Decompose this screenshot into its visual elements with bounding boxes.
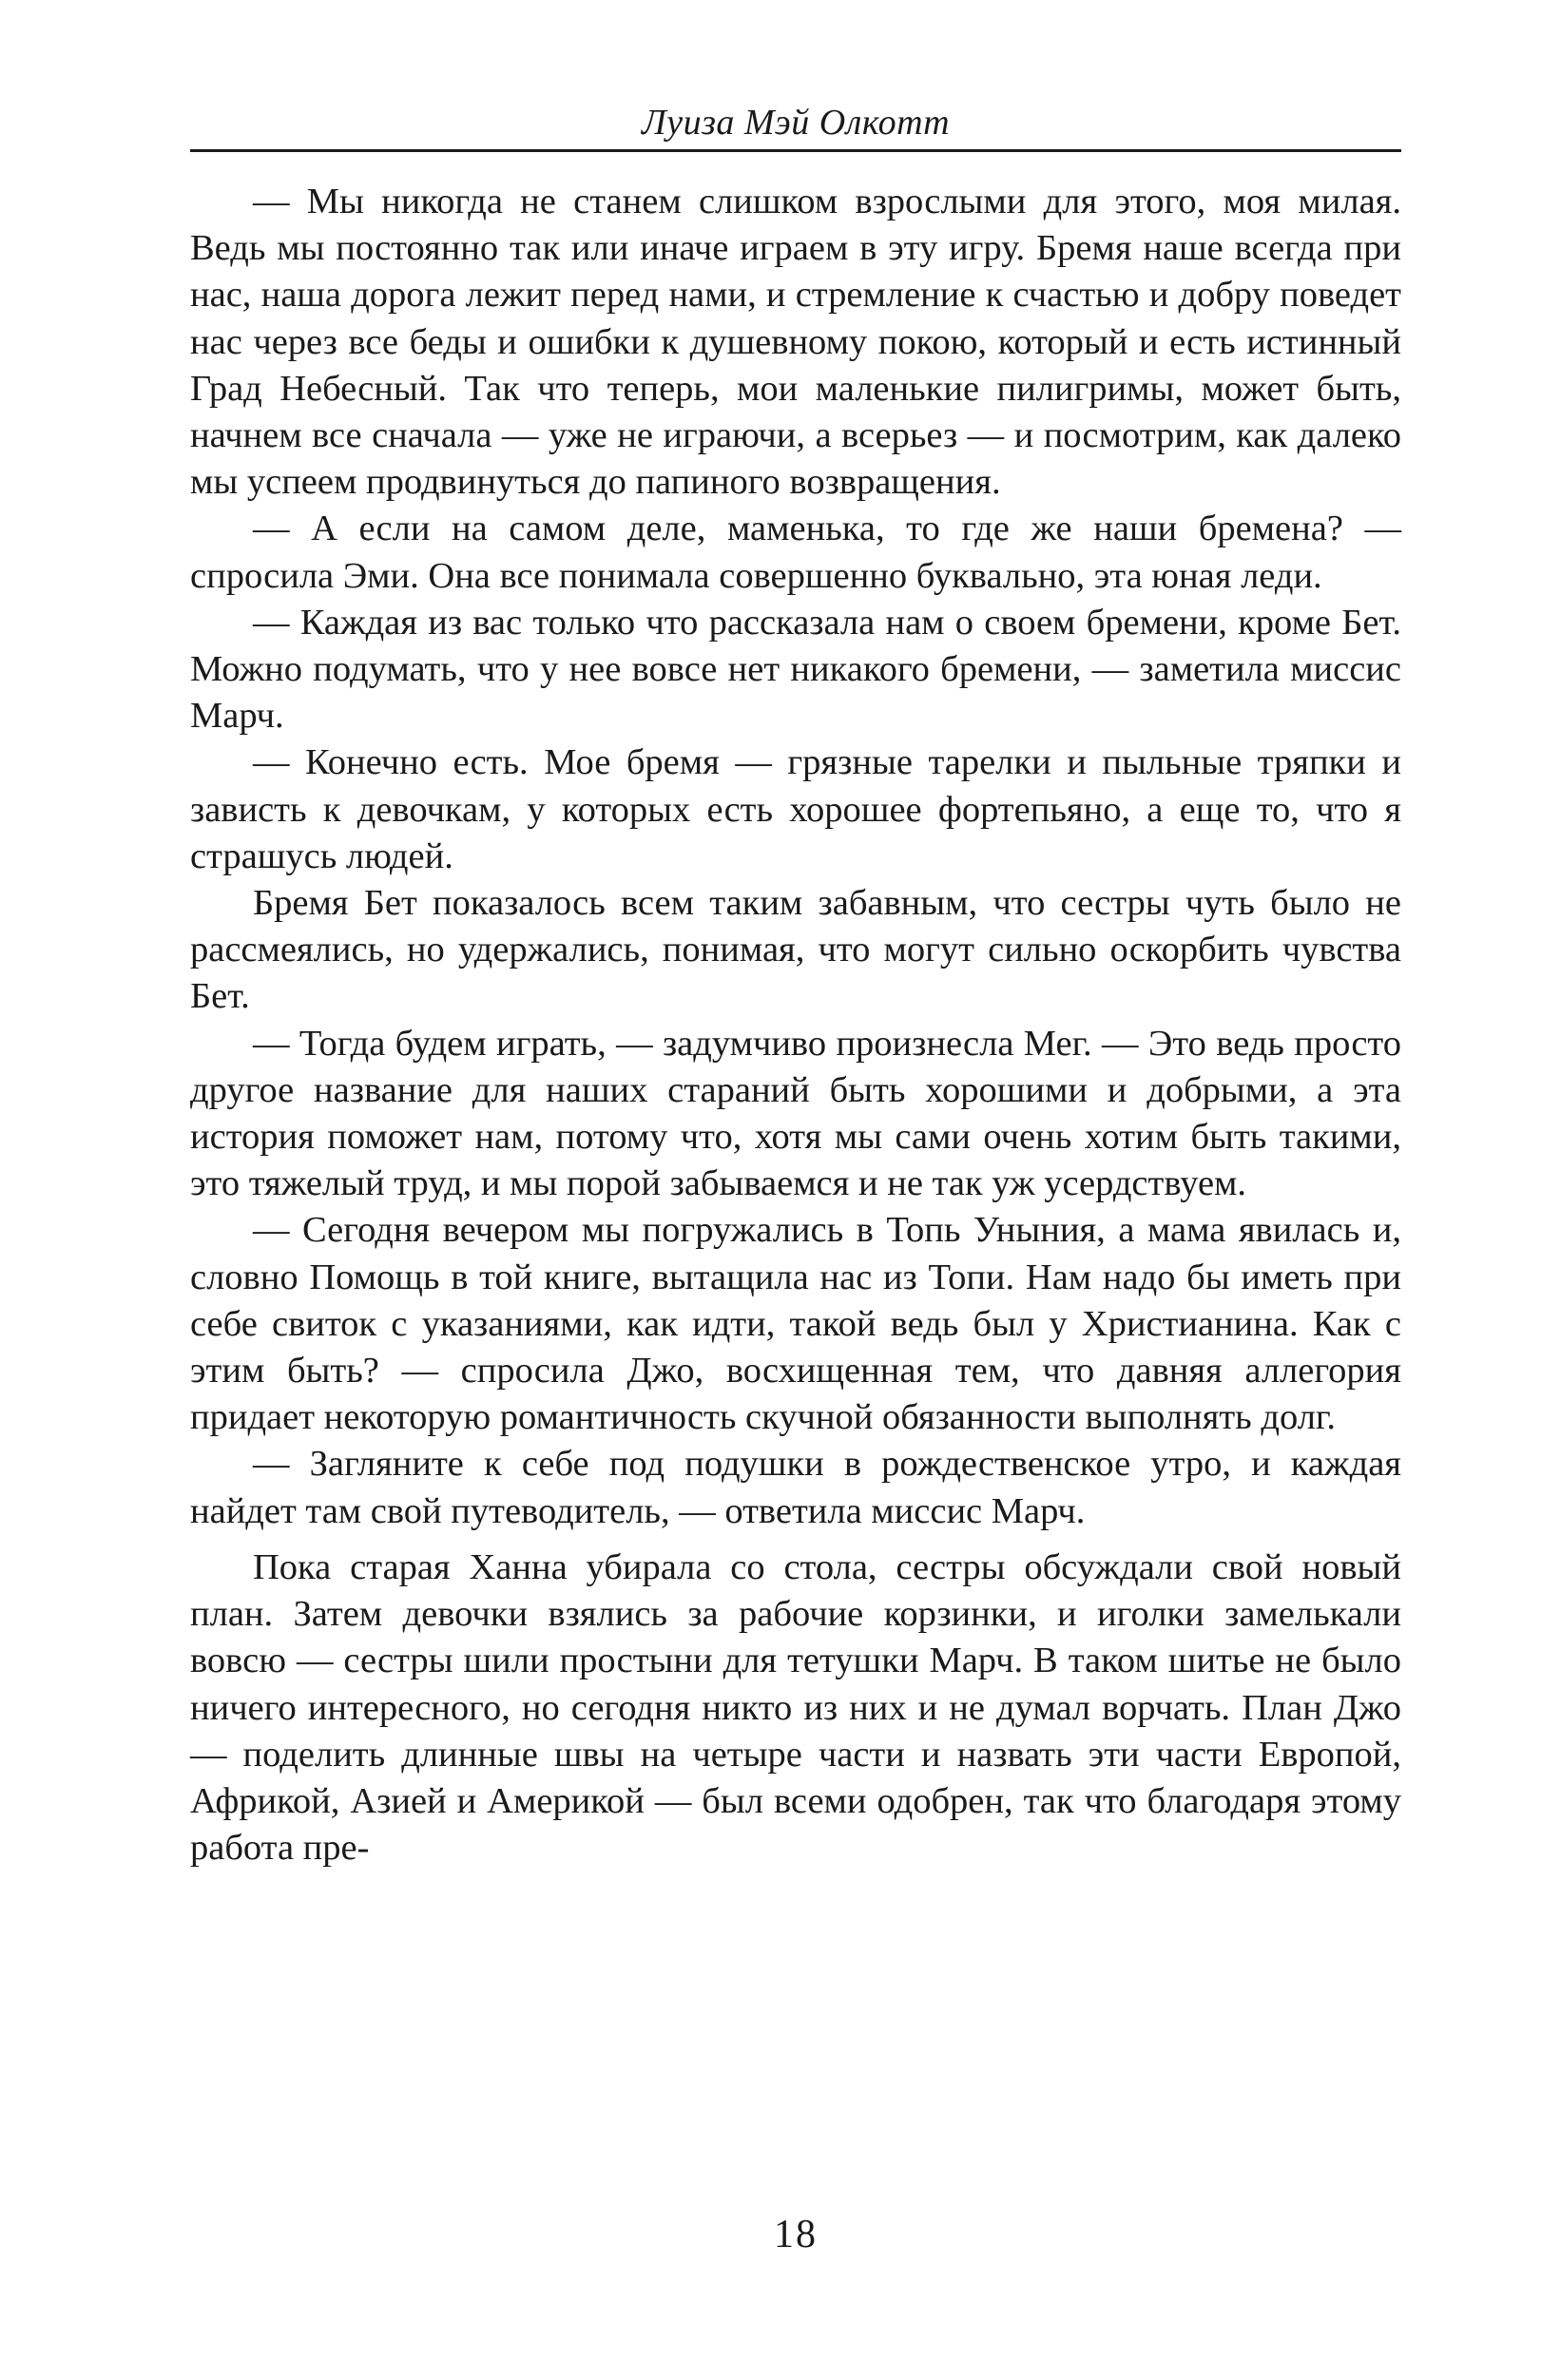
running-head-author: Луиза Мэй Олкотт bbox=[641, 103, 951, 143]
paragraph: — Мы никогда не станем слишком взрослыми для этого, моя милая. Ведь мы постоянно так или иначе играем в эту игру. Бремя наше всегда при нас, наша дорога лежит перед нами, и стремление к счастью и добру поведет нас через все беды и ошибки к душевному покою, который и есть истинный Град Небесный. Так что теперь, мои маленькие пилигримы, может быть, начнем все сначала — уже не играючи, а всерьез — и посмотрим, как далеко мы успеем продвинуться до папиного возвращения. bbox=[190, 182, 1401, 503]
body-text bbox=[190, 179, 1401, 1871]
book-page bbox=[190, 100, 1401, 2286]
paragraph: — Конечно есть. Мое бремя — грязные тарелки и пыльные тряпки и зависть к девочкам, у которых есть хорошее фортепьяно, а еще то, что я страшусь людей. bbox=[190, 742, 1401, 876]
paragraph: — Каждая из вас только что рассказала нам о своем бремени, кроме Бет. Можно подумать, что у нее вовсе нет никакого бремени, — заметила миссис Марч. bbox=[190, 602, 1401, 737]
paragraph: Бремя Бет показалось всем таким забавным, что сестры чуть было не рассмеялись, но удержались, понимая, что могут сильно оскорбить чувства Бет. bbox=[190, 883, 1401, 1017]
paragraph: — Загляните к себе под подушки в рождественское утро, и каждая найдет там свой путеводитель, — ответила миссис Марч. bbox=[190, 1444, 1401, 1531]
page-number: 18 bbox=[774, 2213, 818, 2256]
paragraph: — А если на самом деле, маменька, то где же наши бремена? — спросила Эми. Она все понимала совершенно буквально, эта юная леди. bbox=[190, 509, 1401, 596]
paragraph: — Сегодня вечером мы погружались в Топь Уныния, а мама явилась и, словно Помощь в той книге, вытащила нас из Топи. Нам надо бы иметь при себе свиток с указаниями, как идти, такой ведь был у Христианина. Как с этим быть? — спросила Джо, восхищенная тем, что давняя аллегория придает некоторую романтичность скучной обязанности выполнять долг. bbox=[190, 1210, 1401, 1438]
header-rule bbox=[190, 149, 1401, 152]
paragraph: Пока старая Ханна убирала со стола, сестры обсуждали свой новый план. Затем девочки взялись за рабочие корзинки, и иголки замелькали вовсю — сестры шили простыни для тетушки Марч. В таком шитье не было ничего интересного, но сегодня никто из них и не думал ворчать. План Джо — поделить длинные швы на четыре части и назвать эти части Европой, Африкой, Азией и Америкой — был всеми одобрен, так что благодаря этому работа пре- bbox=[190, 1546, 1401, 1869]
paragraph: — Тогда будем играть, — задумчиво произнесла Мег. — Это ведь просто другое название для наших стараний быть хорошими и добрыми, а эта история поможет нам, потому что, хотя мы сами очень хотим быть такими, это тяжелый труд, и мы порой забываемся и не так уж усердствуем. bbox=[190, 1023, 1401, 1204]
